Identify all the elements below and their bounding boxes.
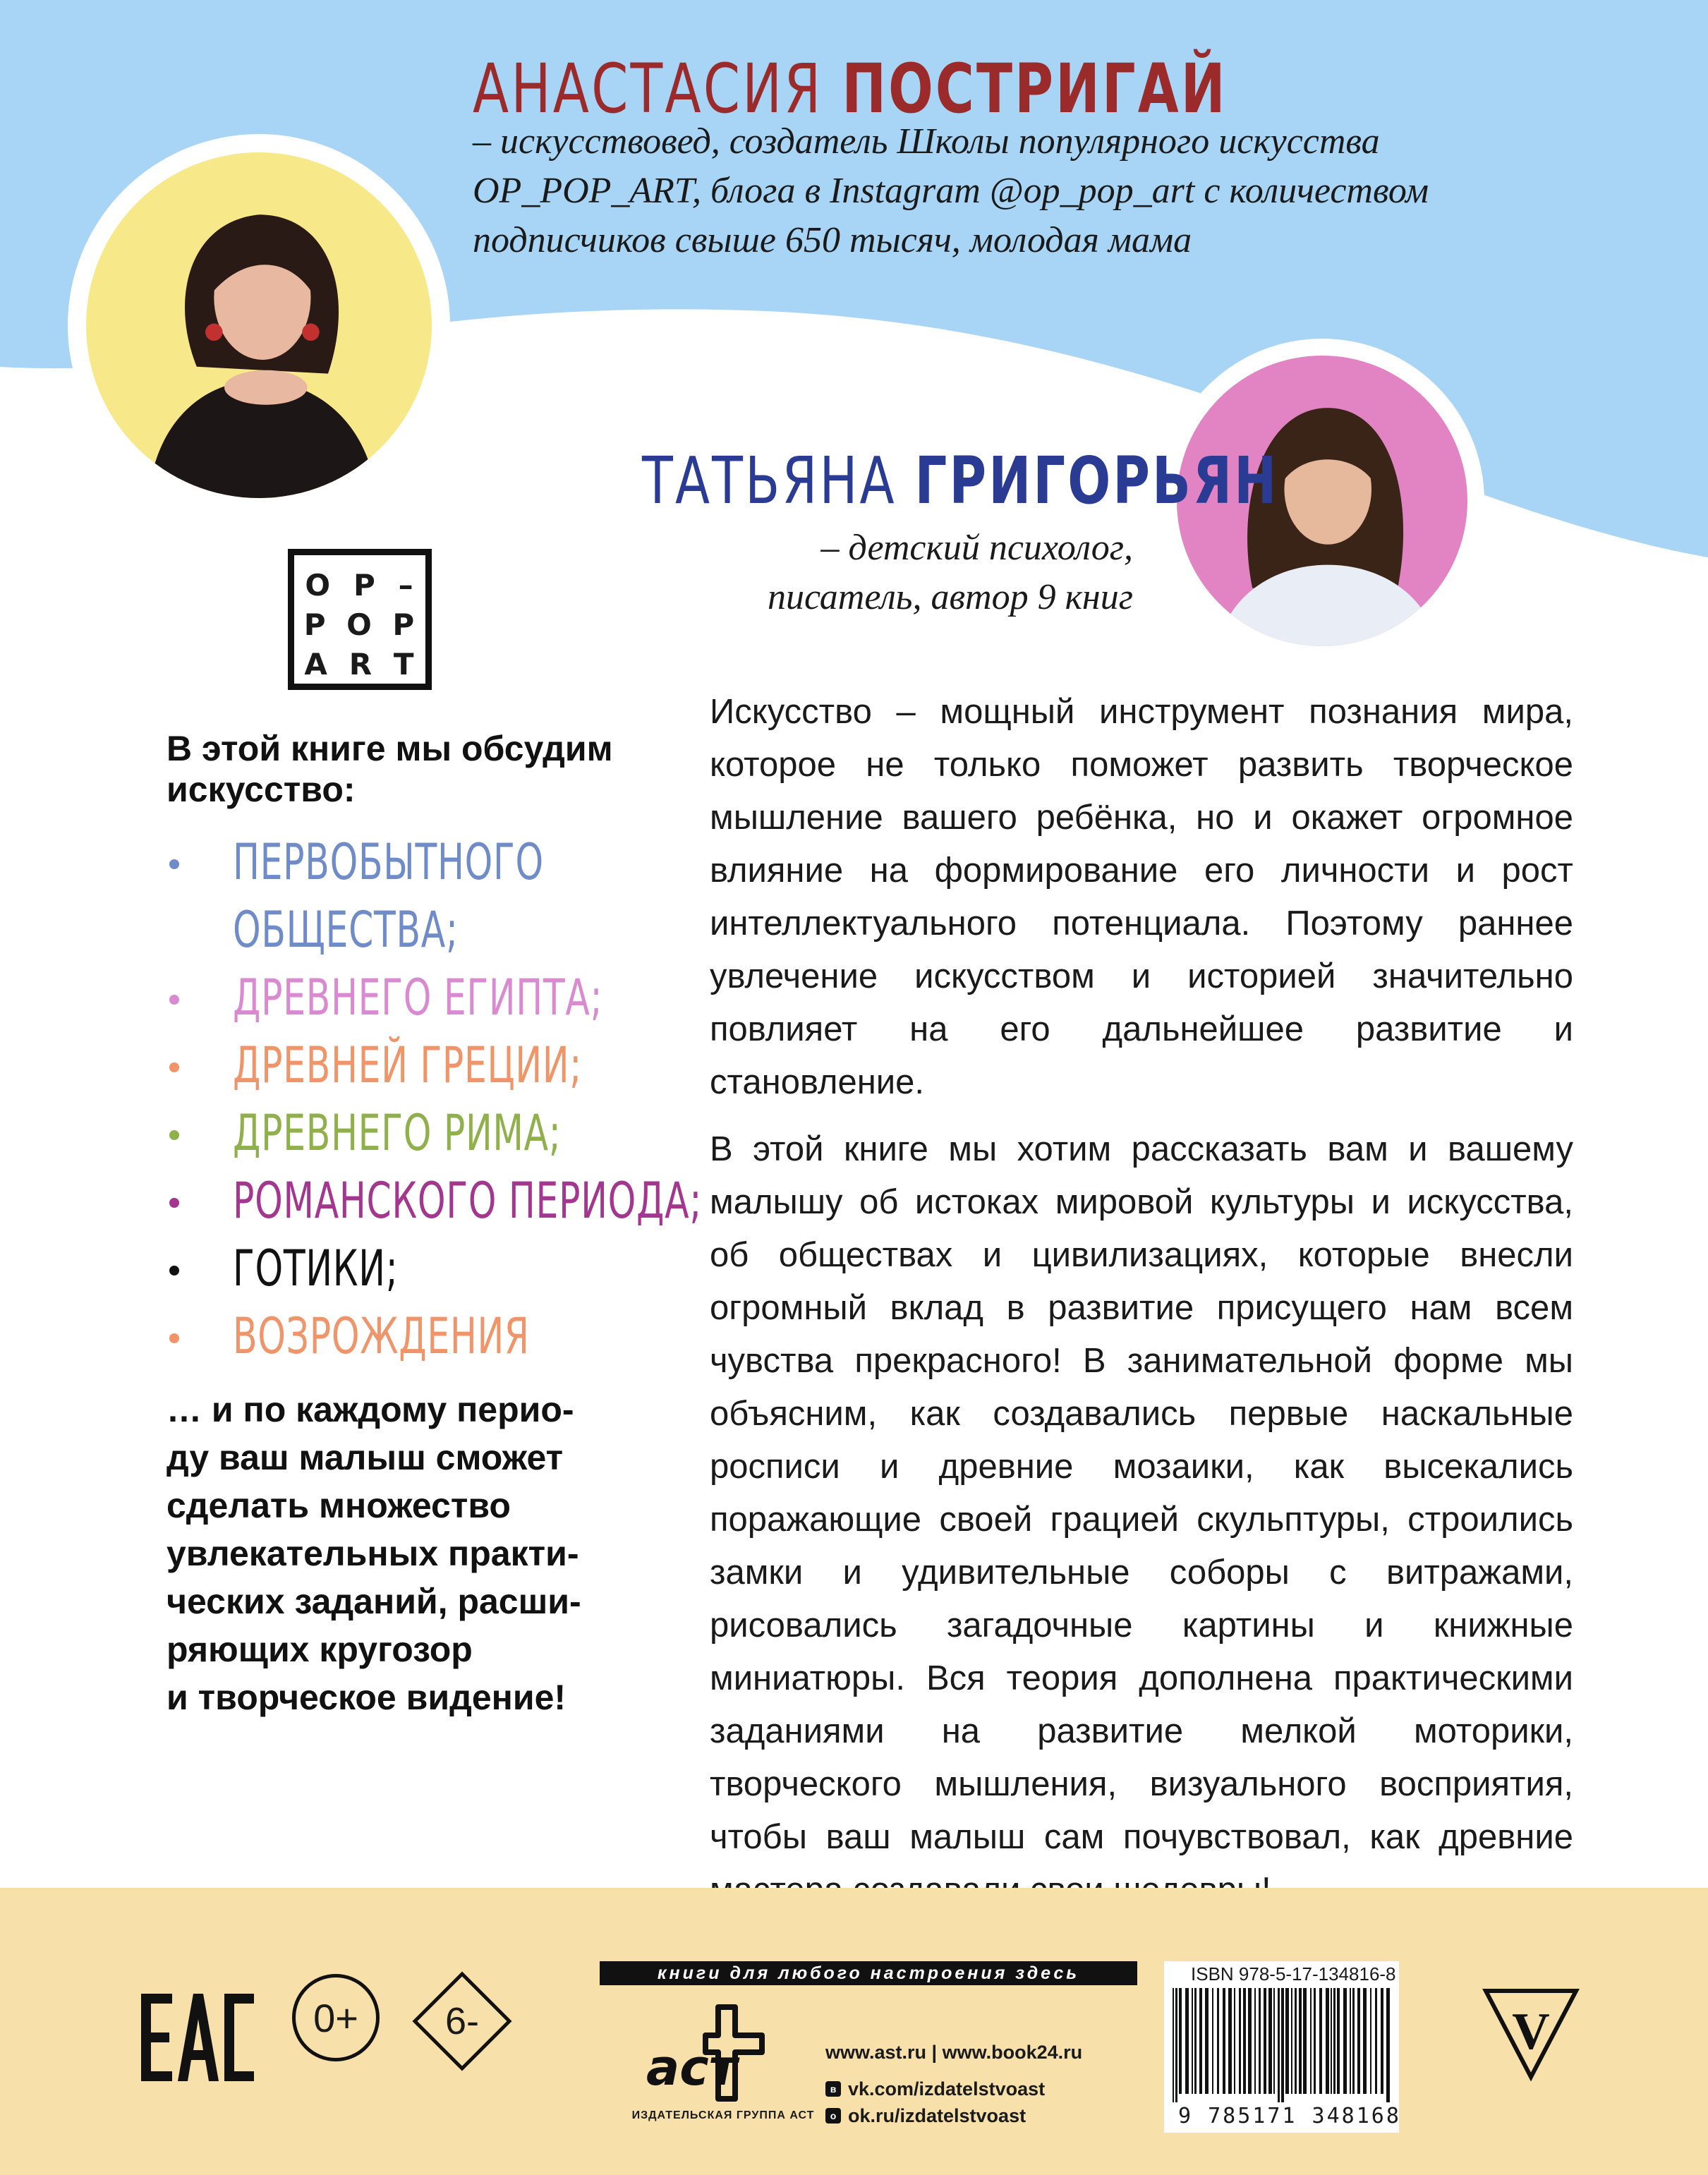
barcode-bar — [1314, 1988, 1316, 2094]
bullet-dot — [169, 859, 179, 869]
barcode-bar — [1386, 1988, 1390, 2102]
logo-letter: – — [398, 568, 415, 602]
web-links-text: www.ast.ru | www.book24.ru — [825, 2042, 1083, 2063]
barcode-bar — [1254, 1988, 1256, 2094]
barcode-bar — [1228, 1988, 1232, 2094]
barcode-bar — [1333, 1988, 1335, 2094]
v-logo-letter: V — [1512, 2003, 1550, 2061]
topics-column — [166, 728, 703, 1721]
barcode-bar — [1291, 1988, 1292, 2094]
bullet-dot — [169, 1062, 179, 1072]
logo-letter: R — [349, 647, 374, 681]
author1-desc-line: OP_POP_ART, блога в Instagram @op_pop_art с количеством — [473, 171, 1429, 211]
author2-name — [642, 443, 1278, 519]
age-recommendation-text: 6- — [444, 2000, 479, 2042]
web-links — [825, 2039, 1082, 2066]
barcode-bar — [1234, 1988, 1235, 2094]
age-rating-badge: 0+ — [292, 1974, 380, 2061]
barcode-bar — [1217, 1988, 1219, 2094]
publisher-links — [825, 2039, 1082, 2129]
topic-text: ДРЕВНЕГО ЕГИПТА; — [233, 969, 603, 1026]
vk-link[interactable] — [825, 2076, 1082, 2102]
barcode-bar — [1259, 1988, 1261, 2094]
outro-line: ряющих кругозор — [166, 1630, 473, 1669]
eac-mark-icon — [141, 1994, 254, 2081]
author1-desc-line: подписчиков свыше 650 тысяч, молодая мама — [473, 220, 1192, 260]
barcode-bar — [1173, 1988, 1174, 2102]
topics-lead: В этой книге мы обсудим искусство: — [166, 729, 613, 809]
barcode-icon — [1168, 1988, 1394, 2102]
barcode-bar — [1243, 1988, 1246, 2094]
barcode-bar — [1179, 1988, 1182, 2094]
author1-photo — [86, 152, 432, 498]
footer-band — [0, 1888, 1708, 2175]
barcode-bar — [1375, 1988, 1377, 2094]
logo-letter: A — [304, 647, 329, 681]
barcode-digits: 9 785171 348168 — [1178, 2104, 1401, 2128]
logo-row — [294, 647, 425, 681]
outro-line: сделать множество — [166, 1486, 511, 1525]
barcode-bar — [1285, 1988, 1289, 2094]
barcode-bar — [1264, 1988, 1266, 2094]
outro-line: и творческое видение! — [166, 1678, 567, 1717]
author1-portrait-illustration — [86, 152, 432, 498]
barcode-bar — [1363, 1988, 1367, 2094]
barcode-bar — [1273, 1988, 1275, 2094]
ast-logo-icon — [642, 2000, 783, 2106]
barcode-bar — [1303, 1988, 1307, 2094]
barcode-bar — [1194, 1988, 1197, 2094]
topic-item — [166, 828, 660, 896]
author2-desc-line: писатель, автор 9 книг — [768, 577, 1133, 617]
bullet-dot — [169, 1198, 179, 1208]
logo-row — [294, 568, 425, 602]
logo-letter: O — [305, 568, 332, 602]
topic-item — [166, 1235, 660, 1302]
barcode-bar — [1185, 1988, 1189, 2094]
topic-item — [166, 964, 660, 1031]
op-pop-art-logo — [288, 549, 432, 690]
topics-list — [166, 828, 703, 1370]
logo-letter: P — [303, 607, 327, 642]
topic-text: ОБЩЕСТВА; — [233, 901, 459, 959]
author2-desc-line: – детский психолог, — [820, 528, 1133, 568]
topic-item — [166, 1167, 703, 1235]
barcode-bar — [1319, 1988, 1322, 2094]
author2-description — [768, 523, 1133, 622]
barcode-bar — [1295, 1988, 1297, 2094]
topic-text: ВОЗРОЖДЕНИЯ — [233, 1307, 530, 1365]
outro-line: ду ваш малыш сможет — [166, 1438, 564, 1477]
outro-line: … и по каждому перио- — [166, 1390, 574, 1429]
logo-row — [294, 607, 425, 642]
ok-link-text[interactable]: ok.ru/izdatelstvoast — [848, 2105, 1026, 2126]
barcode-bar — [1370, 1988, 1371, 2094]
topic-item — [166, 1031, 660, 1099]
vk-link-text[interactable]: vk.com/izdatelstvoast — [848, 2078, 1046, 2100]
barcode-bar — [1175, 1988, 1177, 2102]
topic-text: ПЕРВОБЫТНОГО — [233, 833, 544, 891]
vk-icon: в — [825, 2081, 841, 2097]
ok-link[interactable] — [825, 2102, 1082, 2129]
author2-first-name: ТАТЬЯНА — [642, 443, 897, 519]
book-description — [710, 686, 1573, 1931]
author1-description — [473, 117, 1429, 265]
barcode-bar — [1343, 1988, 1347, 2094]
barcode-bar — [1337, 1988, 1340, 2094]
barcode-bar — [1223, 1988, 1225, 2094]
outro-line: ческих заданий, расши- — [166, 1582, 581, 1621]
barcode-bar — [1331, 1988, 1332, 2094]
barcode-bar — [1381, 1988, 1383, 2094]
barcode-bar — [1326, 1988, 1329, 2094]
topic-text: РОМАНСКОГО ПЕРИОДА; — [233, 1172, 703, 1230]
barcode-bar — [1352, 1988, 1355, 2094]
barcode-bar — [1281, 1988, 1284, 2102]
publisher-slogan: книги для любого настроения здесь — [600, 1961, 1137, 1985]
barcode-bar — [1299, 1988, 1302, 2094]
barcode-bar — [1278, 1988, 1280, 2102]
barcode-bar — [1212, 1988, 1213, 2094]
author1-first-name: АНАСТАСИЯ — [473, 49, 823, 128]
logo-letter: T — [393, 647, 416, 681]
topic-text: ДРЕВНЕЙ ГРЕЦИИ; — [233, 1036, 582, 1094]
isbn-number: ISBN 978-5-17-134816-8 — [1191, 1963, 1396, 1985]
logo-letter: P — [353, 568, 377, 602]
outro-line: увлекательных практи- — [166, 1534, 579, 1573]
ast-logo-text: аст — [646, 2039, 738, 2097]
barcode-bar — [1248, 1988, 1252, 2094]
barcode-bar — [1357, 1988, 1360, 2094]
author1-last-name: ПОСТРИГАЙ — [842, 49, 1228, 128]
v-publisher-logo-icon — [1482, 1984, 1580, 2083]
topic-text: ДРЕВНЕГО РИМА; — [233, 1104, 562, 1162]
author2-last-name: ГРИГОРЬЯН — [914, 443, 1279, 519]
topic-text: ГОТИКИ; — [233, 1240, 399, 1297]
bullet-dot — [169, 1266, 179, 1276]
barcode-bar — [1350, 1988, 1351, 2094]
topic-item — [166, 1302, 660, 1370]
publisher-caption: ИЗДАТЕЛЬСКАЯ ГРУППА АСТ — [631, 2109, 815, 2121]
bullet-dot — [169, 1333, 179, 1343]
author1-desc-line: – искусствовед, создатель Школы популярного искусства — [473, 121, 1380, 162]
topic-item — [166, 1099, 660, 1167]
barcode-bar — [1239, 1988, 1241, 2094]
description-paragraph: В этой книге мы хотим рассказать вам и вашему малышу об истоках мировой культуры и искусства, об обществах и цивилизациях, которые внесли огромный вклад в развитие присущего нам всем чувства прекрасного! В занимательной форме мы объясним, как создавались первые наскальные росписи и древние мозаики, как высекались поражающие своей грацией скульптуры, строились замки и удивительные соборы с витражами, рисовались загадочные картины и книжные миниатюры. Вся теория дополнена практическими заданиями на развитие мелкой моторики, творческого мышления, визуального восприятия, чтобы ваш малыш сам почувствовал, как древние — [710, 1130, 1573, 1856]
bullet-dot — [169, 1130, 179, 1140]
barcode-bar — [1310, 1988, 1312, 2094]
topic-item-continuation — [166, 896, 660, 964]
barcode-bar — [1205, 1988, 1209, 2094]
ok-icon: о — [825, 2108, 841, 2123]
barcode-bar — [1199, 1988, 1202, 2094]
bullet-dot — [169, 995, 179, 1005]
topics-outro — [166, 1386, 660, 1721]
description-paragraph: Искусство – мощный инструмент познания мира, которое не только поможет развить творческое мышление вашего ребёнка, но и окажет огромное влияние на формирование его личности и рост интеллектуального потенциала. Поэтому раннее увлечение искусством и историей значительно повлияет на его дальнейшее развитие и становление. — [710, 693, 1573, 1101]
logo-letter: P — [392, 607, 416, 642]
barcode-bar — [1192, 1988, 1193, 2094]
logo-letter: O — [346, 607, 373, 642]
barcode-bar — [1268, 1988, 1272, 2094]
